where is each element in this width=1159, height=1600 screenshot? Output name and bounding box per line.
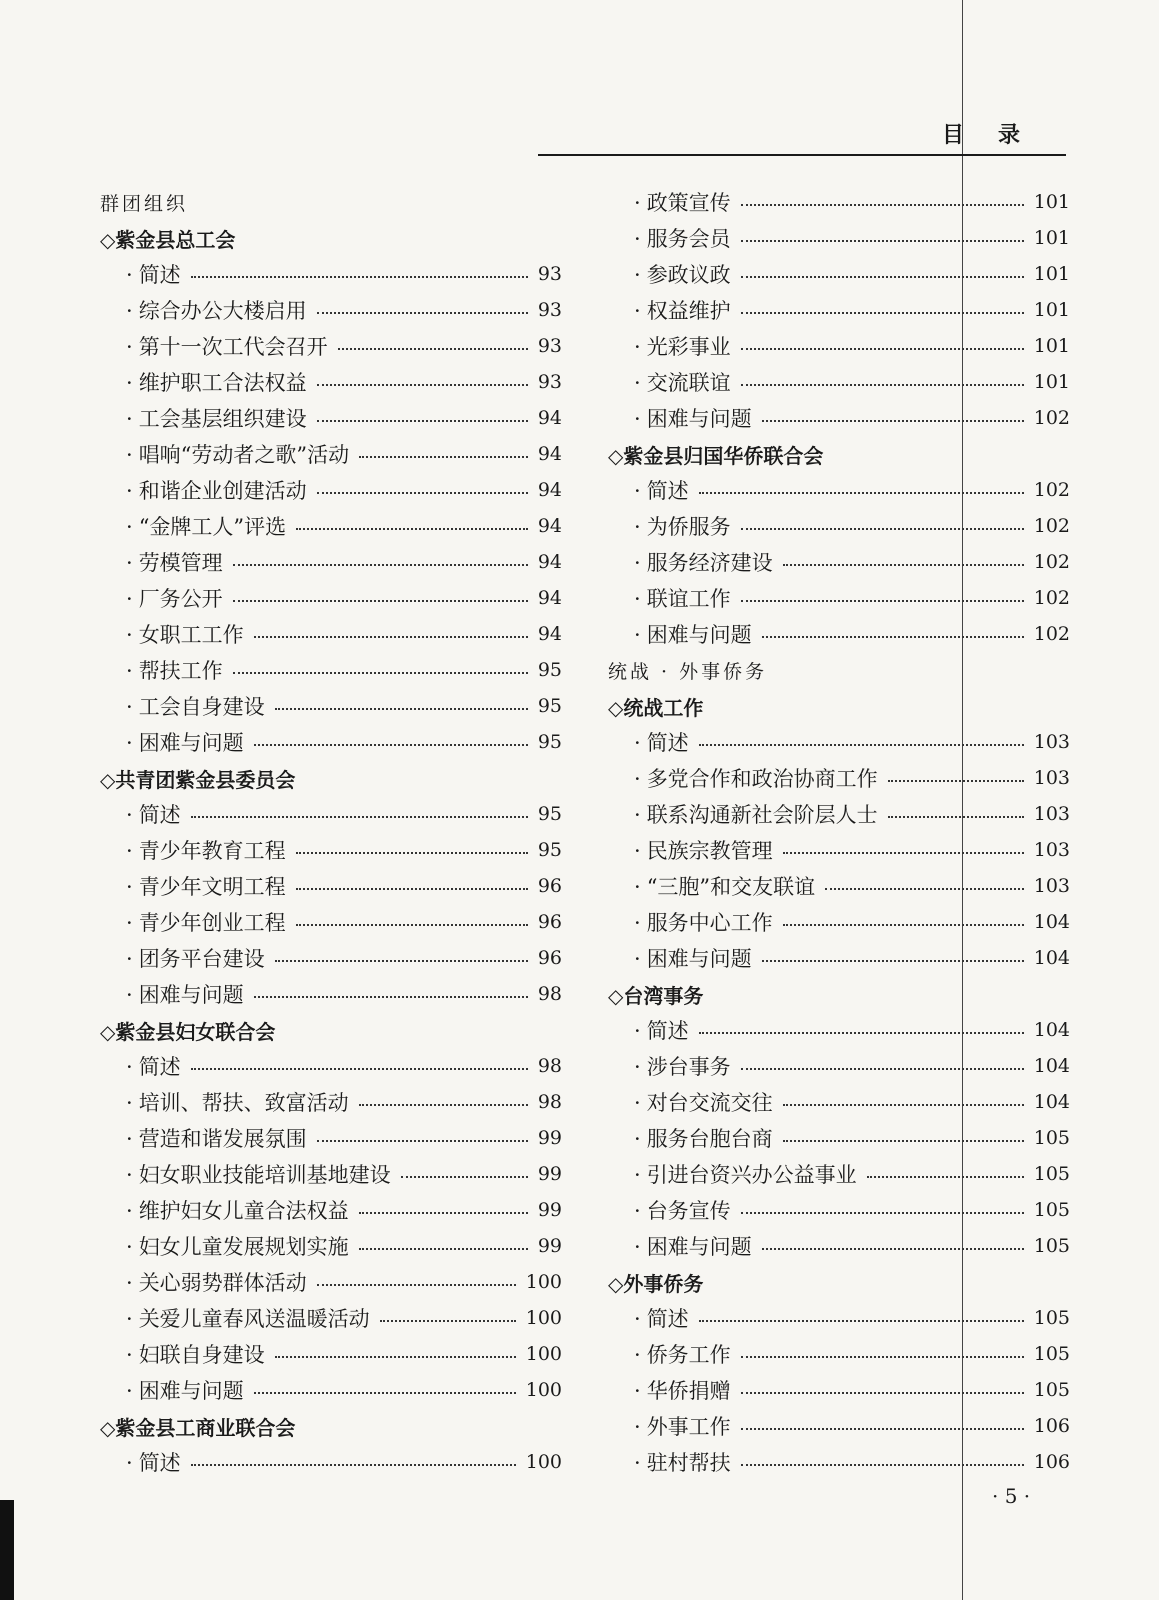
toc-entry[interactable] — [608, 904, 1070, 940]
dot-leader — [762, 420, 1024, 422]
toc-entry-page: 100 — [525, 1379, 562, 1401]
toc-entry-title: · 参政议政 — [634, 259, 731, 289]
toc-entry-page: 94 — [537, 551, 562, 573]
toc-entry[interactable] — [608, 1408, 1070, 1444]
toc-entry-page: 105 — [1033, 1379, 1070, 1401]
toc-section-heading: 统战 · 外事侨务 — [608, 660, 768, 683]
toc-entry-page: 105 — [1033, 1199, 1070, 1221]
dot-leader — [338, 348, 528, 350]
toc-entry-page: 105 — [1033, 1307, 1070, 1329]
toc-entry-page: 96 — [537, 947, 562, 969]
toc-entry-title: · 驻村帮扶 — [634, 1447, 731, 1477]
toc-entry-page: 94 — [537, 623, 562, 645]
toc-entry[interactable] — [100, 400, 562, 436]
dot-leader — [699, 492, 1024, 494]
toc-entry-page: 102 — [1033, 551, 1070, 573]
toc-organization-heading: ◇共青团紫金县委员会 — [100, 767, 296, 792]
page-title: 目录 — [941, 123, 1054, 148]
dot-leader — [191, 816, 528, 818]
toc-entry-title: · 民族宗教管理 — [634, 835, 773, 865]
toc-entry[interactable] — [608, 832, 1070, 868]
toc-entry-page: 104 — [1033, 1019, 1070, 1041]
toc-entry-page: 103 — [1033, 767, 1070, 789]
dot-leader — [783, 924, 1024, 926]
toc-entry-title: · 综合办公大楼启用 — [126, 295, 307, 325]
toc-entry-title: · 妇联自身建设 — [126, 1339, 265, 1369]
toc-entry-title: · 涉台事务 — [634, 1051, 731, 1081]
toc-entry[interactable] — [100, 724, 562, 760]
dot-leader — [317, 420, 528, 422]
dot-leader — [359, 1248, 528, 1250]
toc-entry[interactable] — [100, 1156, 562, 1192]
dot-leader — [741, 204, 1024, 206]
toc-organization-heading: ◇统战工作 — [608, 695, 704, 720]
toc-entry-title: · 关爱儿童春风送温暖活动 — [126, 1303, 370, 1333]
toc-entry[interactable] — [608, 724, 1070, 760]
toc-entry-title: · 简述 — [126, 799, 181, 829]
toc-entry[interactable] — [100, 1192, 562, 1228]
toc-entry-title: · 青少年教育工程 — [126, 835, 286, 865]
toc-entry-page: 99 — [537, 1127, 562, 1149]
dot-leader — [359, 1104, 528, 1106]
dot-leader — [254, 996, 528, 998]
toc-entry-title: · 困难与问题 — [126, 979, 244, 1009]
toc-entry-page: 94 — [537, 587, 562, 609]
dot-leader — [359, 1212, 528, 1214]
toc-entry-page: 103 — [1033, 803, 1070, 825]
toc-entry[interactable] — [608, 580, 1070, 616]
dot-leader — [783, 1140, 1024, 1142]
dot-leader — [741, 1356, 1024, 1358]
dot-leader — [296, 528, 528, 530]
dot-leader — [275, 708, 528, 710]
toc-entry-title: · 青少年文明工程 — [126, 871, 286, 901]
dot-leader — [741, 528, 1024, 530]
dot-leader — [275, 960, 528, 962]
toc-entry-page: 94 — [537, 443, 562, 465]
toc-entry-title: · 困难与问题 — [634, 943, 752, 973]
toc-entry[interactable] — [100, 436, 562, 472]
dot-leader — [699, 744, 1024, 746]
dot-leader — [762, 636, 1024, 638]
toc-entry[interactable] — [608, 1192, 1070, 1228]
toc-entry-page: 101 — [1033, 263, 1070, 285]
toc-organization-heading: ◇紫金县归国华侨联合会 — [608, 443, 824, 468]
toc-entry-title: · 培训、帮扶、致富活动 — [126, 1087, 349, 1117]
toc-column-left — [100, 184, 562, 1480]
toc-entry-title: · 对台交流交往 — [634, 1087, 773, 1117]
dot-leader — [783, 852, 1024, 854]
toc-entry-title: · 妇女职业技能培训基地建设 — [126, 1159, 391, 1189]
toc-entry[interactable] — [608, 256, 1070, 292]
toc-entry[interactable] — [608, 868, 1070, 904]
toc-entry[interactable] — [100, 1336, 562, 1372]
toc-entry-title: · 关心弱势群体活动 — [126, 1267, 307, 1297]
toc-entry-title: · 外事工作 — [634, 1411, 731, 1441]
toc-entry-title: · 工会自身建设 — [126, 691, 265, 721]
dot-leader — [275, 1356, 516, 1358]
dot-leader — [741, 348, 1024, 350]
toc-entry-page: 106 — [1033, 1415, 1070, 1437]
toc-entry-title: · 简述 — [634, 1015, 689, 1045]
toc-entry-page: 105 — [1033, 1235, 1070, 1257]
page-header — [538, 118, 1066, 156]
toc-entry[interactable] — [608, 616, 1070, 652]
toc-entry-title: · 维护妇女儿童合法权益 — [126, 1195, 349, 1225]
toc-entry-page: 95 — [537, 839, 562, 861]
toc-entry[interactable] — [100, 1084, 562, 1120]
dot-leader — [317, 312, 528, 314]
toc-entry-title: · 劳模管理 — [126, 547, 223, 577]
toc-entry-page: 95 — [537, 731, 562, 753]
toc-entry[interactable] — [100, 1300, 562, 1336]
toc-entry-page: 101 — [1033, 299, 1070, 321]
toc-entry-title: · 光彩事业 — [634, 331, 731, 361]
toc-entry[interactable] — [100, 904, 562, 940]
toc-entry-title: · 困难与问题 — [126, 727, 244, 757]
toc-entry[interactable] — [100, 580, 562, 616]
toc-entry[interactable] — [100, 832, 562, 868]
dot-leader — [296, 924, 528, 926]
toc-entry[interactable] — [608, 220, 1070, 256]
toc-entry[interactable] — [608, 1156, 1070, 1192]
dot-leader — [191, 1068, 528, 1070]
toc-entry[interactable] — [608, 1372, 1070, 1408]
toc-entry-title: · 第十一次工代会召开 — [126, 331, 328, 361]
toc-entry[interactable] — [608, 940, 1070, 976]
toc-entry[interactable] — [100, 256, 562, 292]
dot-leader — [783, 564, 1024, 566]
toc-entry-page: 102 — [1033, 623, 1070, 645]
toc-entry-page: 95 — [537, 695, 562, 717]
toc-entry[interactable] — [100, 868, 562, 904]
toc-entry[interactable] — [608, 1444, 1070, 1480]
toc-entry-page: 102 — [1033, 407, 1070, 429]
toc-entry-title: · 为侨服务 — [634, 511, 731, 541]
toc-entry-title: · 女职工工作 — [126, 619, 244, 649]
toc-entry[interactable] — [608, 1120, 1070, 1156]
toc-entry-page: 106 — [1033, 1451, 1070, 1473]
toc-entry[interactable] — [608, 400, 1070, 436]
toc-entry-page: 102 — [1033, 479, 1070, 501]
dot-leader — [741, 1428, 1024, 1430]
toc-entry-title: · 维护职工合法权益 — [126, 367, 307, 397]
toc-organization-heading: ◇外事侨务 — [608, 1271, 704, 1296]
dot-leader — [233, 672, 528, 674]
toc-entry-page: 94 — [537, 407, 562, 429]
dot-leader — [867, 1176, 1024, 1178]
toc-entry-page: 100 — [525, 1307, 562, 1329]
toc-entry[interactable] — [100, 976, 562, 1012]
toc-entry-title: · 工会基层组织建设 — [126, 403, 307, 433]
toc-entry[interactable] — [100, 472, 562, 508]
toc-entry-title: · 交流联谊 — [634, 367, 731, 397]
dot-leader — [741, 240, 1024, 242]
toc-entry-page: 93 — [537, 371, 562, 393]
toc-entry-title: · 困难与问题 — [126, 1375, 244, 1405]
toc-entry-title: · 简述 — [634, 727, 689, 757]
dot-leader — [401, 1176, 528, 1178]
toc-entry[interactable] — [100, 616, 562, 652]
toc-entry-title: · 困难与问题 — [634, 1231, 752, 1261]
dot-leader — [741, 312, 1024, 314]
toc-entry[interactable] — [608, 1048, 1070, 1084]
toc-entry-page: 93 — [537, 263, 562, 285]
toc-entry-page: 104 — [1033, 947, 1070, 969]
toc-entry-page: 104 — [1033, 1091, 1070, 1113]
toc-entry[interactable] — [100, 508, 562, 544]
dot-leader — [888, 780, 1024, 782]
toc-entry-title: · 台务宣传 — [634, 1195, 731, 1225]
toc-entry-title: · “金牌工人”评选 — [126, 511, 286, 541]
toc-entry-title: · 华侨捐赠 — [634, 1375, 731, 1405]
toc-entry[interactable] — [100, 652, 562, 688]
toc-entry-page: 94 — [537, 515, 562, 537]
toc-entry-page: 93 — [537, 299, 562, 321]
toc-section-heading: 群团组织 — [100, 192, 189, 215]
toc-entry-title: · 妇女儿童发展规划实施 — [126, 1231, 349, 1261]
toc-entry[interactable] — [608, 544, 1070, 580]
dot-leader — [233, 600, 528, 602]
toc-entry-page: 101 — [1033, 227, 1070, 249]
toc-entry-page: 100 — [525, 1451, 562, 1473]
toc-entry-page: 94 — [537, 479, 562, 501]
dot-leader — [380, 1320, 516, 1322]
toc-entry-title: · 联系沟通新社会阶层人士 — [634, 799, 878, 829]
toc-entry[interactable] — [608, 1084, 1070, 1120]
toc-entry-page: 93 — [537, 335, 562, 357]
toc-entry-title: · 唱响“劳动者之歌”活动 — [126, 439, 349, 469]
dot-leader — [317, 1284, 516, 1286]
toc-entry-title: · 多党合作和政治协商工作 — [634, 763, 878, 793]
toc-column-right — [608, 184, 1070, 1480]
dot-leader — [296, 852, 528, 854]
toc-entry-page: 96 — [537, 875, 562, 897]
toc-entry-title: · 营造和谐发展氛围 — [126, 1123, 307, 1153]
toc-entry[interactable] — [100, 1048, 562, 1084]
toc-organization-heading: ◇紫金县工商业联合会 — [100, 1415, 296, 1440]
toc-entry[interactable] — [100, 1372, 562, 1408]
toc-entry-title: · 简述 — [126, 1447, 181, 1477]
dot-leader — [191, 276, 528, 278]
toc-entry-page: 101 — [1033, 191, 1070, 213]
toc-entry[interactable] — [100, 688, 562, 724]
dot-leader — [254, 1392, 516, 1394]
toc-entry-page: 105 — [1033, 1127, 1070, 1149]
toc-entry-page: 95 — [537, 659, 562, 681]
toc-entry[interactable] — [100, 292, 562, 328]
dot-leader — [783, 1104, 1024, 1106]
toc-entry-page: 100 — [525, 1271, 562, 1293]
toc-entry[interactable] — [100, 328, 562, 364]
dot-leader — [762, 1248, 1024, 1250]
dot-leader — [317, 1140, 528, 1142]
toc-entry-title: · 和谐企业创建活动 — [126, 475, 307, 505]
toc-entry-page: 99 — [537, 1235, 562, 1257]
toc-entry-page: 95 — [537, 803, 562, 825]
toc-entry-title: · 引进台资兴办公益事业 — [634, 1159, 857, 1189]
toc-entry[interactable] — [608, 796, 1070, 832]
toc-entry-page: 105 — [1033, 1343, 1070, 1365]
toc-entry-title: · 困难与问题 — [634, 619, 752, 649]
dot-leader — [741, 1392, 1024, 1394]
toc-organization-heading: ◇紫金县妇女联合会 — [100, 1019, 276, 1044]
dot-leader — [741, 276, 1024, 278]
toc-entry-page: 102 — [1033, 515, 1070, 537]
toc-entry[interactable] — [608, 760, 1070, 796]
toc-entry-page: 98 — [537, 1055, 562, 1077]
dot-leader — [741, 1464, 1024, 1466]
toc-entry[interactable] — [608, 364, 1070, 400]
dot-leader — [741, 600, 1024, 602]
toc-entry-title: · 简述 — [126, 259, 181, 289]
toc-entry-page: 101 — [1033, 371, 1070, 393]
toc-entry[interactable] — [608, 508, 1070, 544]
toc-entry-title: · 服务经济建设 — [634, 547, 773, 577]
toc-entry[interactable] — [100, 1228, 562, 1264]
toc-entry-page: 103 — [1033, 839, 1070, 861]
toc-entry-title: · 困难与问题 — [634, 403, 752, 433]
toc-entry[interactable] — [100, 796, 562, 832]
toc-entry[interactable] — [608, 1336, 1070, 1372]
toc-entry-page: 103 — [1033, 875, 1070, 897]
toc-organization-heading: ◇紫金县总工会 — [100, 227, 236, 252]
toc-entry-page: 104 — [1033, 911, 1070, 933]
dot-leader — [762, 960, 1024, 962]
toc-entry[interactable] — [100, 544, 562, 580]
dot-leader — [699, 1032, 1024, 1034]
dot-leader — [888, 816, 1024, 818]
dot-leader — [317, 492, 528, 494]
toc-entry[interactable] — [608, 472, 1070, 508]
toc-entry[interactable] — [100, 940, 562, 976]
book-spine-shadow — [0, 1500, 14, 1600]
toc-entry-title: · 服务台胞台商 — [634, 1123, 773, 1153]
dot-leader — [741, 1212, 1024, 1214]
dot-leader — [359, 456, 528, 458]
toc-entry-title: · 厂务公开 — [126, 583, 223, 613]
toc-entry-page: 105 — [1033, 1163, 1070, 1185]
toc-entry[interactable] — [100, 364, 562, 400]
dot-leader — [699, 1320, 1024, 1322]
toc-entry-title: · 简述 — [634, 475, 689, 505]
toc-entry-page: 100 — [525, 1343, 562, 1365]
dot-leader — [191, 1464, 516, 1466]
toc-entry-title: · 服务中心工作 — [634, 907, 773, 937]
toc-entry-title: · 政策宣传 — [634, 187, 731, 217]
toc-entry-page: 102 — [1033, 587, 1070, 609]
toc-entry[interactable] — [100, 1444, 562, 1480]
toc-entry-title: · 权益维护 — [634, 295, 731, 325]
dot-leader — [254, 636, 528, 638]
dot-leader — [296, 888, 528, 890]
toc-entry[interactable] — [608, 1012, 1070, 1048]
toc-entry-title: · 简述 — [634, 1303, 689, 1333]
toc-entry-title: · 联谊工作 — [634, 583, 731, 613]
toc-entry[interactable] — [608, 328, 1070, 364]
toc-entry[interactable] — [608, 292, 1070, 328]
toc-entry-page: 98 — [537, 1091, 562, 1113]
toc-entry-title: · “三胞”和交友联谊 — [634, 871, 815, 901]
toc-entry-page: 99 — [537, 1199, 562, 1221]
toc-entry[interactable] — [100, 1120, 562, 1156]
toc-organization-heading: ◇台湾事务 — [608, 983, 704, 1008]
toc-entry-page: 101 — [1033, 335, 1070, 357]
page-number: · 5 · — [992, 1484, 1031, 1508]
dot-leader — [825, 888, 1024, 890]
dot-leader — [317, 384, 528, 386]
toc-entry-title: · 侨务工作 — [634, 1339, 731, 1369]
toc-entry[interactable] — [608, 184, 1070, 220]
toc-entry-page: 96 — [537, 911, 562, 933]
toc-entry[interactable] — [608, 1228, 1070, 1264]
toc-entry-page: 104 — [1033, 1055, 1070, 1077]
toc-entry-page: 103 — [1033, 731, 1070, 753]
toc-entry-page: 99 — [537, 1163, 562, 1185]
toc-entry-page: 98 — [537, 983, 562, 1005]
toc-entry-title: · 团务平台建设 — [126, 943, 265, 973]
dot-leader — [254, 744, 528, 746]
toc-entry-title: · 帮扶工作 — [126, 655, 223, 685]
toc-entry-title: · 青少年创业工程 — [126, 907, 286, 937]
dot-leader — [741, 1068, 1024, 1070]
toc-entry-title: · 简述 — [126, 1051, 181, 1081]
toc-entry-title: · 服务会员 — [634, 223, 731, 253]
toc-entry[interactable] — [100, 1264, 562, 1300]
dot-leader — [233, 564, 528, 566]
toc-entry[interactable] — [608, 1300, 1070, 1336]
dot-leader — [741, 384, 1024, 386]
